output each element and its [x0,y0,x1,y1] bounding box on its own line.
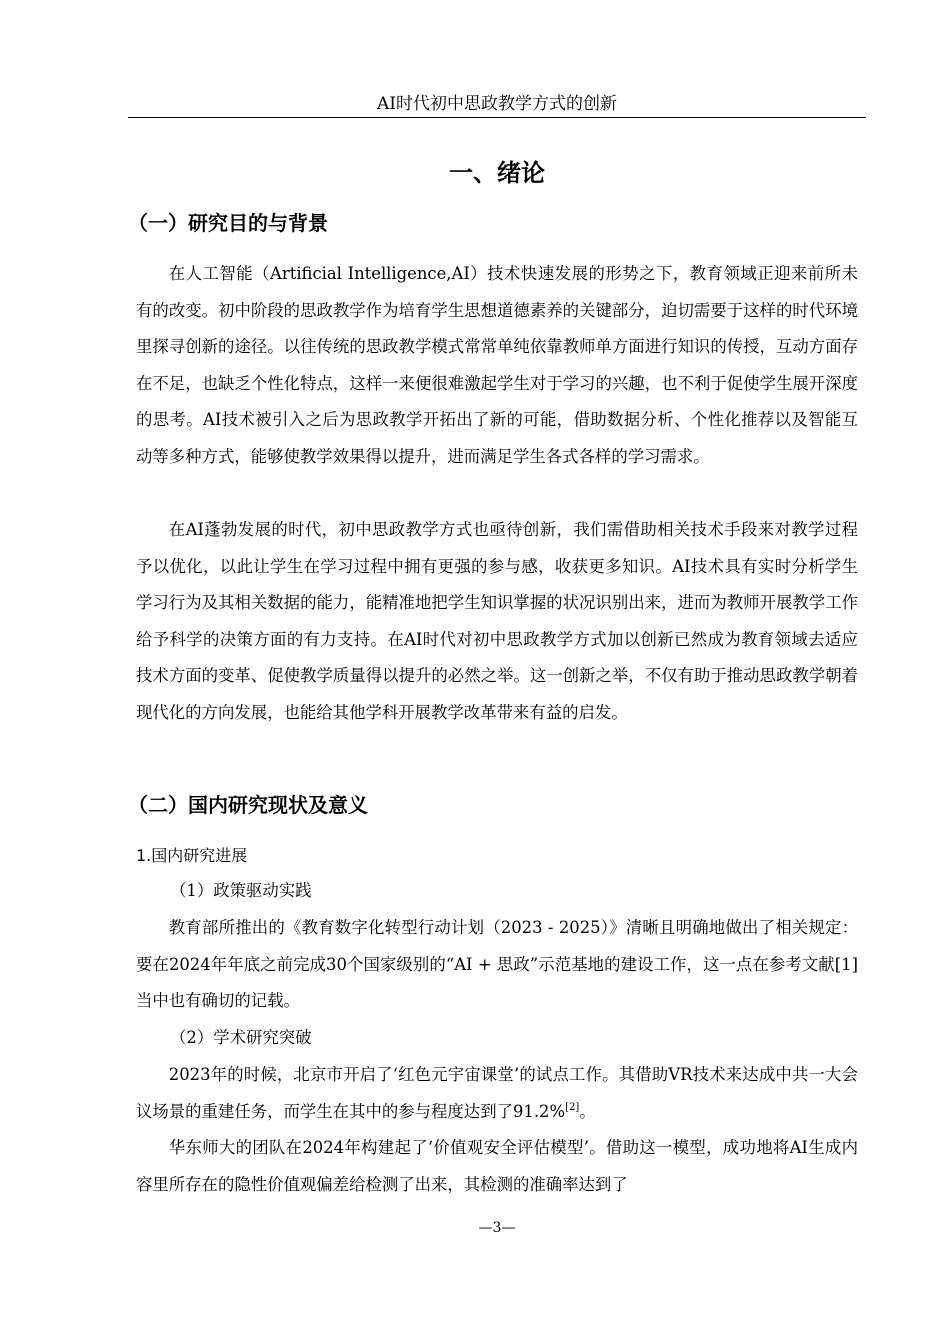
paragraph-research-2: 华东师大的团队在2024年构建起了‘价值观安全评估模型’。借助这一模型，成功地将AI生成内容里所存在的隐性价值观偏差给检测了出来，其检测的准确率达到了 [136,1138,858,1194]
citation-2: [2] [565,1101,580,1113]
paragraph-research-1-text: 2023年的时候，北京市开启了‘红色元宇宙课堂’的试点工作。其借助VR技术来达成中共一大会议场景的重建任务，而学生在其中的参与程度达到了91.2% [136,1065,858,1121]
subsection-title-progress: 1.国内研究进展 [136,846,248,865]
paragraph-policy: 教育部所推出的《教育数字化转型行动计划（2023 - 2025）》清晰且明确地做出了相关规定：要在2024年年底之前完成30个国家级别的“AI + 思政”示范基地的建设工作，这一点在参考文献[1]当中也有确切的记载。 [136,918,858,1010]
chapter-title: 一、绪论 [449,159,545,187]
paragraph-background-1: 在人工智能（Artificial Intelligence,AI）技术快速发展的形势之下，教育领域正迎来前所未有的改变。初中阶段的思政教学作为培育学生思想道德素养的关键部分，迫切需要于这样的时代环境里探寻创新的途径。以往传统的思政教学模式常常单纯依靠教师单方面进行知识的传授，互动方面存在不足，也缺乏个性化特点，这样一来便很难激起学生对于学习的兴趣，也不利于促使学生展开深度的思考。AI技术被引入之后为思政教学开拓出了新的可能，借助数据分析、个性化推荐以及智能互动等多种方式，能够使教学效果得以提升，进而满足学生各式各样的学习需求。 [136,264,858,466]
section-title-domestic: （二）国内研究现状及意义 [128,793,368,817]
header-rule [128,117,866,118]
paragraph-research-1 [136,1057,858,1130]
paragraph-research-1-end: 。 [579,1101,596,1121]
section-title-purpose: （一）研究目的与背景 [128,211,328,235]
page-number: —3— [478,1220,516,1236]
paragraph-background-2: 在AI蓬勃发展的时代，初中思政教学方式也亟待创新，我们需借助相关技术手段来对教学过程予以优化，以此让学生在学习过程中拥有更强的参与感，收获更多知识。AI技术具有实时分析学生学习行为及其相关数据的能力，能精准地把学生知识掌握的状况识别出来，进而为教师开展教学工作给予科学的决策方面的有力支持。在AI时代对初中思政教学方式加以创新已然成为教育领域去适应技术方面的变革、促使教学质量得以提升的必然之举。这一创新之举，不仅有助于推动思政教学朝着现代化的方向发展，也能给其他学科开展教学改革带来有益的启发。 [136,520,858,722]
item-label-research: （2）学术研究突破 [170,1028,312,1047]
item-label-policy: （1）政策驱动实践 [170,881,312,900]
running-header: AI时代初中思政教学方式的创新 [377,94,617,114]
